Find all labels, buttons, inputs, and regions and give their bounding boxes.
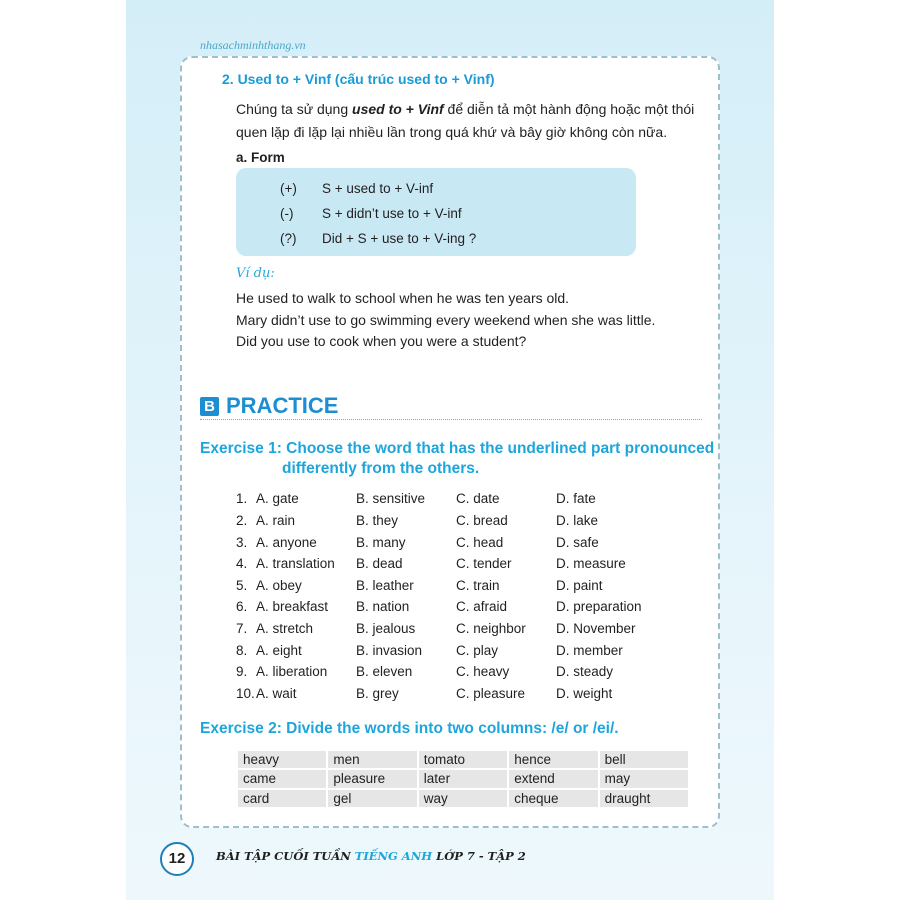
form-formula: S + didn’t use to + V-inf — [322, 206, 462, 221]
form-symbol: (+) — [280, 181, 297, 196]
exercise2-title: Exercise 2: Divide the words into two columns: /e/ or /ei/. — [200, 720, 619, 737]
question-number: 3. — [236, 535, 248, 550]
option-b: B. leather — [356, 578, 414, 593]
option-c: C. date — [456, 491, 500, 506]
word-cell: gel — [328, 790, 416, 807]
option-b: B. grey — [356, 686, 399, 701]
practice-badge: B — [200, 397, 219, 416]
intro-paragraph — [236, 98, 706, 144]
form-formula: S + used to + V-inf — [322, 181, 434, 196]
option-d: D. preparation — [556, 599, 642, 614]
option-d: D. fate — [556, 491, 596, 506]
intro-emphasis: used to + Vinf — [352, 101, 444, 117]
form-symbol: (-) — [280, 206, 294, 221]
option-b: B. invasion — [356, 643, 423, 658]
option-a: A. eight — [256, 643, 302, 658]
word-cell: extend — [509, 770, 597, 787]
example-label: Ví dụ: — [236, 266, 275, 281]
option-a: A. obey — [256, 578, 302, 593]
option-d: D. November — [556, 621, 636, 636]
practice-divider — [200, 419, 702, 420]
book-title-part1: BÀI TẬP CUỐI TUẦN — [216, 849, 355, 863]
question-number: 8. — [236, 643, 248, 658]
word-cell: heavy — [238, 751, 326, 768]
option-c: C. pleasure — [456, 686, 526, 701]
option-b: B. they — [356, 513, 399, 528]
word-cell: later — [419, 770, 507, 787]
option-b: B. sensitive — [356, 491, 426, 506]
form-title: a. Form — [236, 150, 285, 165]
question-number: 5. — [236, 578, 248, 593]
option-d: D. weight — [556, 686, 613, 701]
form-row — [280, 206, 462, 221]
word-cell: tomato — [419, 751, 507, 768]
option-a: A. breakfast — [256, 599, 329, 614]
option-d: D. steady — [556, 664, 614, 679]
option-c: C. head — [456, 535, 504, 550]
form-row — [280, 181, 433, 196]
option-b: B. dead — [356, 556, 403, 571]
site-url: nhasachminhthang.vn — [200, 38, 306, 52]
intro-after: để diễn tả một hành động hoặc một thói quen lặp đi lặp lại nhiều lần trong quá khứ và bây giờ không còn nữa. — [236, 101, 695, 140]
option-c: C. neighbor — [456, 621, 526, 636]
question-number: 10. — [236, 686, 255, 701]
option-b: B. many — [356, 535, 406, 550]
book-title — [216, 849, 526, 863]
form-row — [280, 231, 476, 246]
option-a: A. wait — [256, 686, 297, 701]
option-a: A. liberation — [256, 664, 328, 679]
option-a: A. gate — [256, 491, 299, 506]
option-a: A. translation — [256, 556, 335, 571]
page-number: 12 — [160, 842, 194, 876]
example-sentence: Mary didn’t use to go swimming every weekend when she was little. — [236, 312, 656, 328]
word-cell: way — [419, 790, 507, 807]
question-number: 6. — [236, 599, 248, 614]
option-c: C. train — [456, 578, 500, 593]
question-number: 1. — [236, 491, 248, 506]
word-cell: may — [600, 770, 688, 787]
option-a: A. stretch — [256, 621, 314, 636]
option-d: D. safe — [556, 535, 599, 550]
option-c: C. heavy — [456, 664, 510, 679]
form-symbol: (?) — [280, 231, 297, 246]
exercise1-title-line2: differently from the others. — [282, 460, 480, 477]
book-title-part2: LỚP 7 - TẬP 2 — [432, 849, 526, 863]
intro-before: Chúng ta sử dụng — [236, 101, 353, 117]
option-b: B. jealous — [356, 621, 416, 636]
practice-title: PRACTICE — [226, 393, 339, 418]
exercise1-title-line1: Exercise 1: Choose the word that has the underlined part pronounced — [200, 440, 715, 457]
word-grid — [238, 751, 688, 807]
option-c: C. play — [456, 643, 499, 658]
question-number: 7. — [236, 621, 248, 636]
option-c: C. afraid — [456, 599, 508, 614]
example-sentence: He used to walk to school when he was ten years old. — [236, 290, 570, 306]
option-b: B. nation — [356, 599, 410, 614]
example-sentence: Did you use to cook when you were a student? — [236, 333, 527, 349]
word-cell: hence — [509, 751, 597, 768]
option-c: C. bread — [456, 513, 508, 528]
word-cell: bell — [600, 751, 688, 768]
option-d: D. lake — [556, 513, 599, 528]
question-number: 4. — [236, 556, 248, 571]
option-b: B. eleven — [356, 664, 413, 679]
option-d: D. paint — [556, 578, 603, 593]
option-d: D. member — [556, 643, 623, 658]
section-title: 2. Used to + Vinf (cấu trúc used to + Vinf) — [222, 71, 495, 87]
word-cell: came — [238, 770, 326, 787]
word-cell: pleasure — [328, 770, 416, 787]
word-cell: men — [328, 751, 416, 768]
word-cell: cheque — [509, 790, 597, 807]
option-a: A. rain — [256, 513, 296, 528]
option-c: C. tender — [456, 556, 512, 571]
option-a: A. anyone — [256, 535, 317, 550]
form-formula: Did + S + use to + V-ing ? — [322, 231, 477, 246]
question-number: 9. — [236, 664, 248, 679]
book-title-highlight: TIẾNG ANH — [354, 849, 433, 863]
option-d: D. measure — [556, 556, 626, 571]
word-cell: draught — [600, 790, 688, 807]
question-number: 2. — [236, 513, 248, 528]
word-cell: card — [238, 790, 326, 807]
